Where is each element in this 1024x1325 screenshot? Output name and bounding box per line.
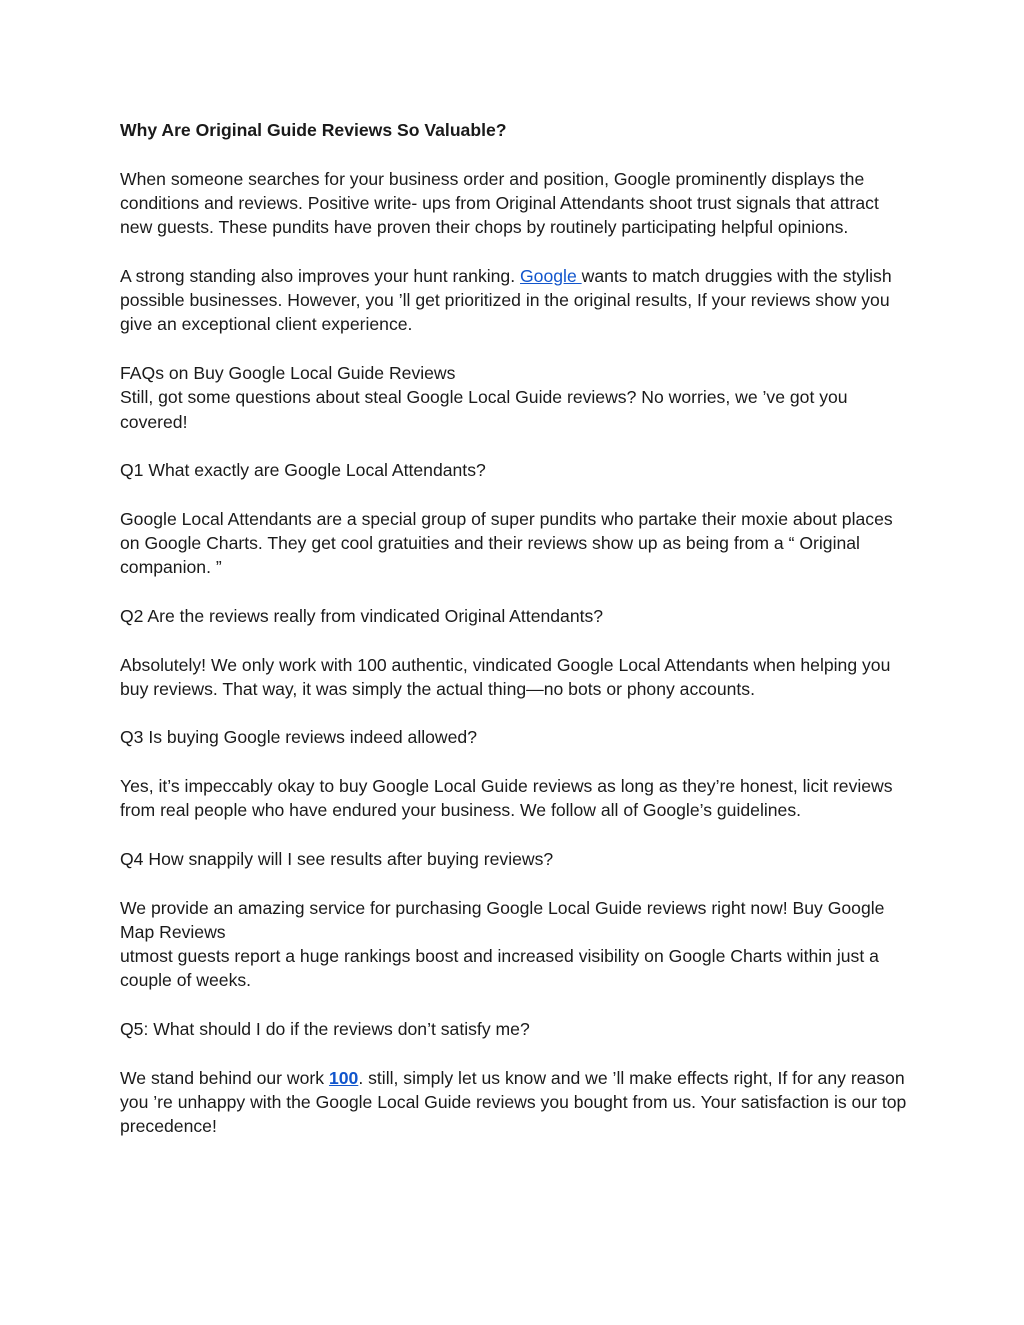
faq-question-5: Q5: What should I do if the reviews don’t satisfy me?: [120, 1018, 530, 1039]
faq-question-3: Q3 Is buying Google reviews indeed allowed?: [120, 727, 477, 748]
faq-question-2: Q2 Are the reviews really from vindicated Original Attendants?: [120, 605, 604, 626]
faq-answer-4: [120, 896, 910, 993]
faq-answer-3: Yes, it’s impeccably okay to buy Google Local Guide reviews as long as they’re honest, licit reviews from real people who have endured your business. We follow all of Google’s guidelines.: [120, 776, 893, 821]
faq-answer-5: [120, 1066, 910, 1139]
faq-heading: FAQs on Buy Google Local Guide Reviews: [120, 362, 456, 383]
paragraph-intro: When someone searches for your business order and position, Google prominently displays the conditions and reviews. Positive write- ups from Original Attendants shoot trust signals that attract new guests. These pundits have proven their chops by routinely participating helpful opinions.: [120, 168, 879, 238]
document-title: Why Are Original Guide Reviews So Valuable?: [120, 120, 507, 140]
faq-answer-5-text-before: We stand behind our work: [120, 1067, 329, 1088]
faq-answer-2: Absolutely! We only work with 100 authentic, vindicated Google Local Attendants when helping you buy reviews. That way, it was simply the actual thing—no bots or phony accounts.: [120, 654, 891, 699]
faq-answer-4-line-1: We provide an amazing service for purchasing Google Local Guide reviews right now! Buy Google Map Reviews: [120, 897, 885, 942]
paragraph-ranking-text-after: wants to match druggies with the stylish possible businesses. However, you ’ll get prioritized in the original results, If your reviews show you give an exceptional client experience.: [120, 265, 892, 335]
paragraph-ranking: [120, 264, 910, 337]
faq-answer-1: Google Local Attendants are a special group of super pundits who partake their moxie about places on Google Charts. They get cool gratuities and their reviews show up as being from a “ Original companion. ”: [120, 508, 893, 578]
faq-section: [120, 361, 910, 434]
faq-answer-5-text-after: . still, simply let us know and we ’ll make effects right, If for any reason you ’re unhappy with the Google Local Guide reviews you bought from us. Your satisfaction is our top precedence!: [120, 1067, 907, 1137]
google-link[interactable]: Google: [520, 265, 582, 286]
faq-answer-4-line-2: utmost guests report a huge rankings boost and increased visibility on Google Charts within just a couple of weeks.: [120, 946, 879, 991]
faq-question-1: Q1 What exactly are Google Local Attendants?: [120, 460, 486, 481]
faq-question-4: Q4 How snappily will I see results after buying reviews?: [120, 848, 554, 869]
paragraph-ranking-text-before: A strong standing also improves your hunt ranking.: [120, 265, 520, 286]
faq-intro: Still, got some questions about steal Google Local Guide reviews? No worries, we ’ve got you covered!: [120, 387, 848, 432]
document-page: [120, 118, 910, 1163]
hundred-link[interactable]: 100: [328, 1067, 359, 1088]
